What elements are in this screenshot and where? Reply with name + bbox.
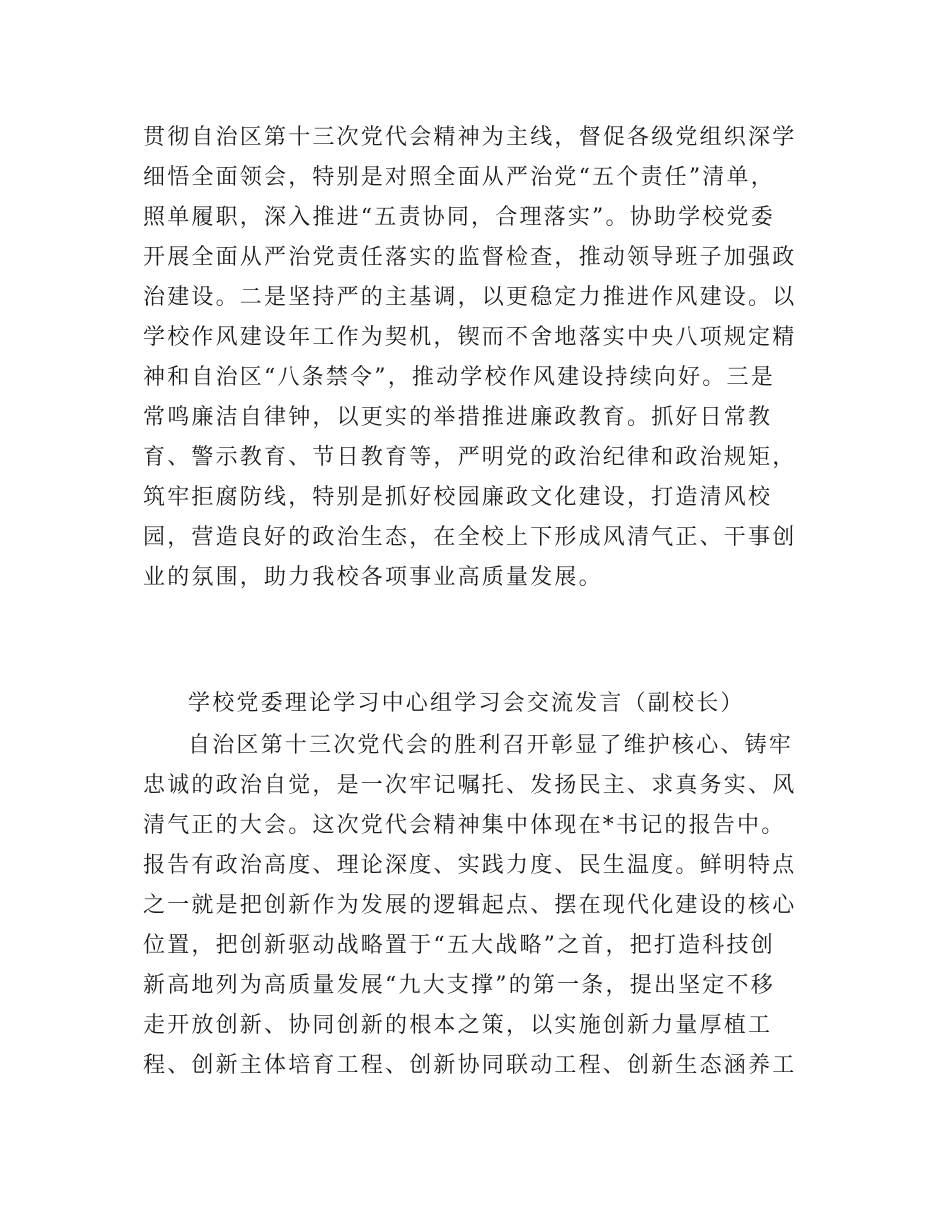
paragraph-1-line: 照单履职，深入推进“五责协同，合理落实”。协助学校党委 (143, 205, 775, 230)
paragraph-2-line: 位置，把创新驱动战略置于“五大战略”之首，把打造科技创 (143, 933, 775, 958)
paragraph-1-line: 育、警示教育、节日教育等，严明党的政治纪律和政治规矩， (143, 445, 797, 470)
paragraph-1 (143, 118, 813, 598)
paragraph-1-line: 学校作风建设年工作为契机，锲而不舍地落实中央八项规定精 (143, 325, 797, 350)
paragraph-2-line: 清气正的大会。这次党代会精神集中体现在*书记的报告中。 (143, 813, 786, 838)
paragraph-2-line: 之一就是把创新作为发展的逻辑起点、摆在现代化建设的核心 (143, 893, 797, 918)
paragraph-1-line: 治建设。二是坚持严的主基调，以更稳定力推进作风建设。以 (143, 285, 797, 310)
paragraph-2-line: 报告有政治高度、理论深度、实践力度、民生温度。鲜明特点 (143, 853, 797, 878)
paragraph-1-line: 贯彻自治区第十三次党代会精神为主线，督促各级党组织深学 (143, 125, 797, 150)
paragraph-2-line: 自治区第十三次党代会的胜利召开彰显了维护核心、铸牢 (188, 733, 794, 758)
paragraph-1-line: 业的氛围，助力我校各项事业高质量发展。 (143, 565, 603, 590)
paragraph-1-line: 细悟全面领会，特别是对照全面从严治党“五个责任”清单， (143, 165, 775, 190)
paragraph-2-line: 程、创新主体培育工程、创新协同联动工程、创新生态涵养工 (143, 1053, 797, 1078)
paragraph-1-line: 神和自治区“八条禁令”，推动学校作风建设持续向好。三是 (143, 365, 775, 390)
paragraph-2-line: 忠诚的政治自觉，是一次牢记嘱托、发扬民主、求真务实、风 (143, 773, 797, 798)
section-heading: 学校党委理论学习中心组学习会交流发言（副校长） (188, 691, 745, 716)
paragraph-2 (143, 726, 813, 1086)
paragraph-1-line: 园，营造良好的政治生态，在全校上下形成风清气正、干事创 (143, 525, 797, 550)
paragraph-2-line: 新高地列为高质量发展“九大支撑”的第一条，提出坚定不移 (143, 973, 775, 998)
paragraph-1-line: 开展全面从严治党责任落实的监督检查，推动领导班子加强政 (143, 245, 797, 270)
paragraph-1-line: 常鸣廉洁自律钟，以更实的举措推进廉政教育。抓好日常教 (143, 405, 773, 430)
paragraph-1-line: 筑牢拒腐防线，特别是抓好校园廉政文化建设，打造清风校 (143, 485, 773, 510)
paragraph-2-line: 走开放创新、协同创新的根本之策，以实施创新力量厚植工 (143, 1013, 773, 1038)
